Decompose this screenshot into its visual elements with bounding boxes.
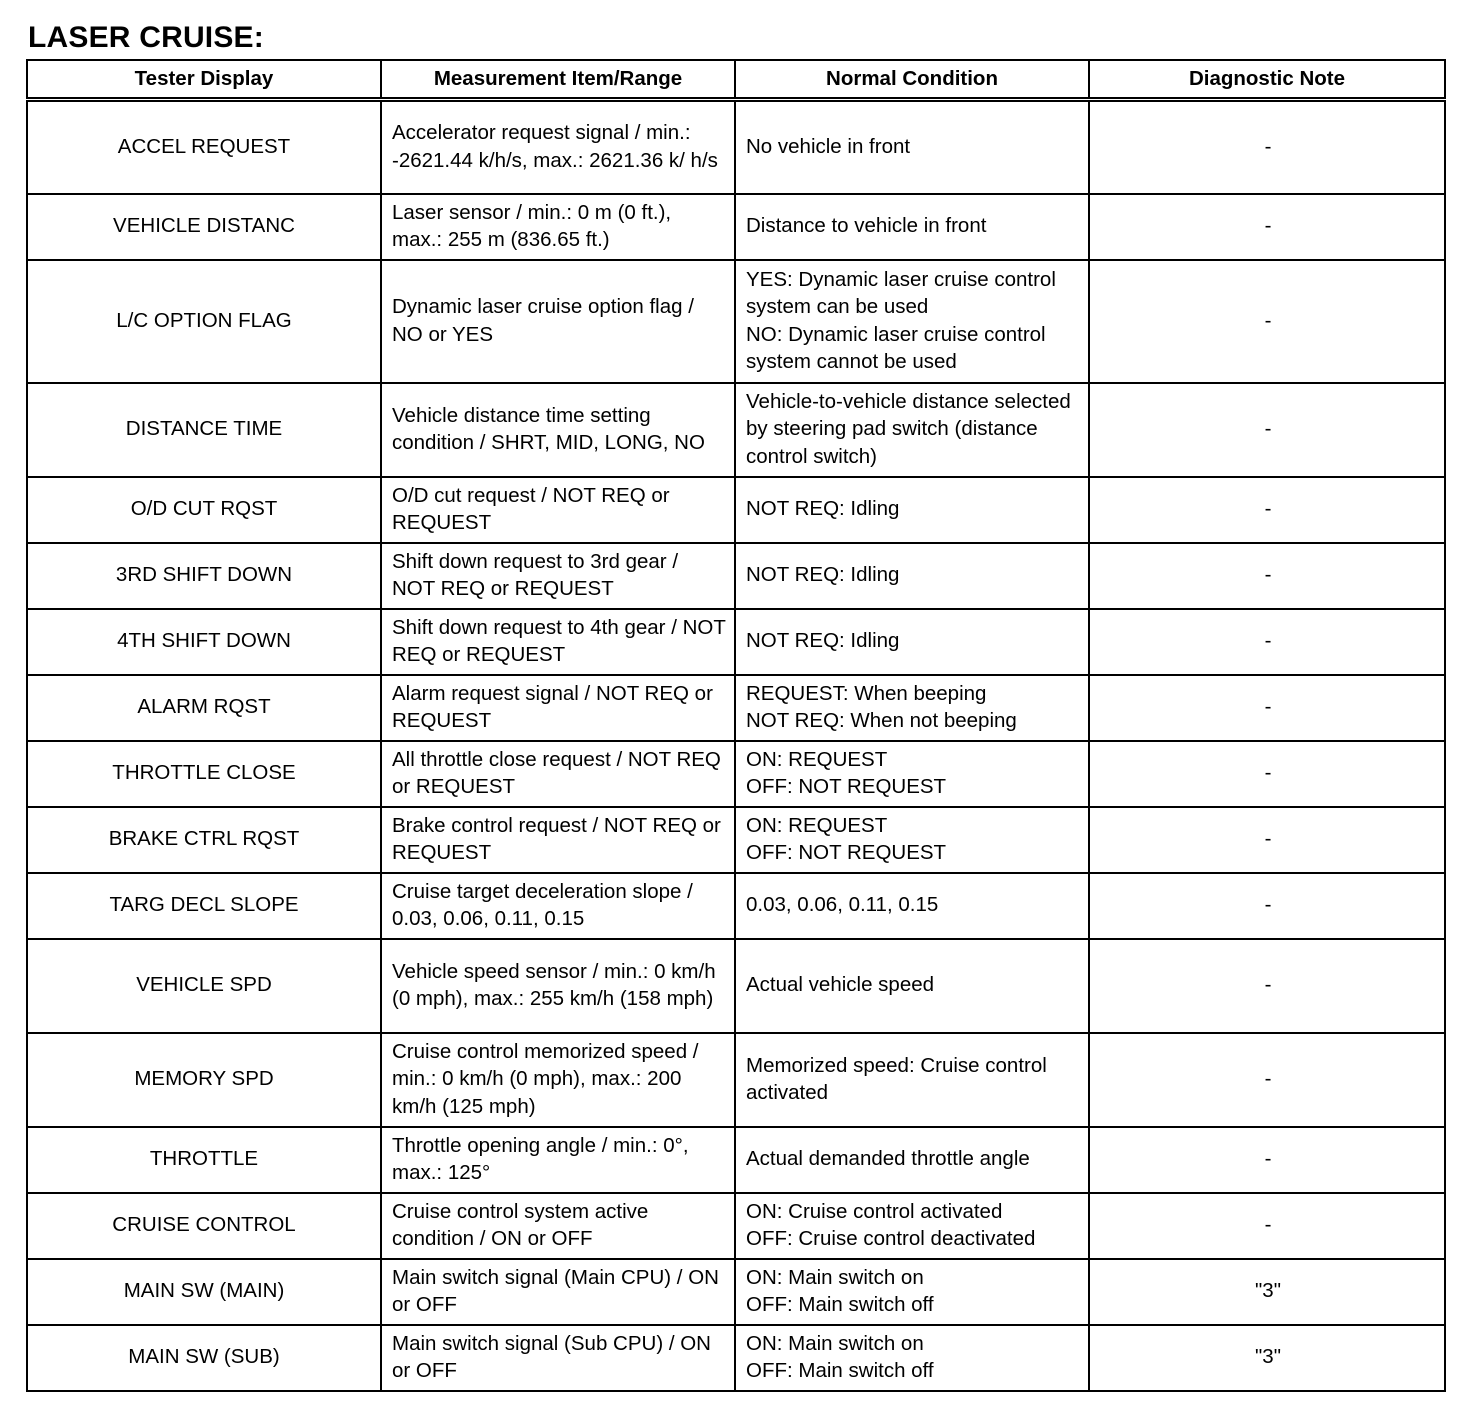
table-header-row [27,60,1445,100]
header-normal-condition: Normal Condition [735,60,1089,100]
cell-normal-condition: ON: REQUEST OFF: NOT REQUEST [735,741,1089,807]
table-row [27,1259,1445,1325]
cell-diagnostic-note: "3" [1089,1325,1445,1391]
cell-tester-display: O/D CUT RQST [27,477,381,543]
table-row [27,1033,1445,1127]
page-title: LASER CRUISE: [28,21,264,54]
cell-tester-display: VEHICLE SPD [27,939,381,1033]
cell-measurement-item: Throttle opening angle / min.: 0°, max.: 125° [381,1127,735,1193]
cell-diagnostic-note: - [1089,741,1445,807]
cell-measurement-item: Vehicle distance time setting condition / SHRT, MID, LONG, NO [381,383,735,477]
table-row [27,1325,1445,1391]
cell-diagnostic-note: - [1089,477,1445,543]
table-row [27,675,1445,741]
cell-diagnostic-note: - [1089,383,1445,477]
cell-tester-display: CRUISE CONTROL [27,1193,381,1259]
cell-normal-condition: No vehicle in front [735,100,1089,194]
cell-normal-condition: NOT REQ: Idling [735,477,1089,543]
cell-normal-condition: Distance to vehicle in front [735,194,1089,260]
cell-normal-condition: ON: Main switch on OFF: Main switch off [735,1259,1089,1325]
header-tester-display: Tester Display [27,60,381,100]
cell-diagnostic-note: - [1089,807,1445,873]
cell-diagnostic-note: - [1089,675,1445,741]
table-row [27,939,1445,1033]
cell-diagnostic-note: - [1089,100,1445,194]
cell-tester-display: 4TH SHIFT DOWN [27,609,381,675]
laser-cruise-table-container [26,59,1444,1392]
cell-diagnostic-note: - [1089,609,1445,675]
table-row [27,1127,1445,1193]
table-body [27,100,1445,1391]
cell-tester-display: ALARM RQST [27,675,381,741]
cell-measurement-item: O/D cut request / NOT REQ or REQUEST [381,477,735,543]
table-row [27,477,1445,543]
laser-cruise-table [26,59,1446,1392]
header-diagnostic-note: Diagnostic Note [1089,60,1445,100]
table-row [27,609,1445,675]
cell-tester-display: TARG DECL SLOPE [27,873,381,939]
cell-tester-display: DISTANCE TIME [27,383,381,477]
cell-diagnostic-note: - [1089,1127,1445,1193]
cell-normal-condition: ON: Main switch on OFF: Main switch off [735,1325,1089,1391]
cell-measurement-item: Laser sensor / min.: 0 m (0 ft.), max.: 255 m (836.65 ft.) [381,194,735,260]
cell-normal-condition: Actual vehicle speed [735,939,1089,1033]
cell-tester-display: MAIN SW (SUB) [27,1325,381,1391]
cell-tester-display: L/C OPTION FLAG [27,260,381,383]
table-row [27,1193,1445,1259]
cell-normal-condition: Vehicle-to-vehicle distance selected by steering pad switch (distance control switch) [735,383,1089,477]
cell-measurement-item: All throttle close request / NOT REQ or REQUEST [381,741,735,807]
cell-tester-display: THROTTLE [27,1127,381,1193]
cell-measurement-item: Dynamic laser cruise option flag / NO or YES [381,260,735,383]
cell-diagnostic-note: - [1089,939,1445,1033]
cell-normal-condition: NOT REQ: Idling [735,609,1089,675]
cell-measurement-item: Accelerator request signal / min.: -2621.44 k/h/s, max.: 2621.36 k/ h/s [381,100,735,194]
cell-measurement-item: Main switch signal (Sub CPU) / ON or OFF [381,1325,735,1391]
cell-normal-condition: Actual demanded throttle angle [735,1127,1089,1193]
cell-normal-condition: ON: Cruise control activated OFF: Cruise control deactivated [735,1193,1089,1259]
cell-tester-display: MEMORY SPD [27,1033,381,1127]
cell-measurement-item: Cruise control memorized speed / min.: 0 km/h (0 mph), max.: 200 km/h (125 mph) [381,1033,735,1127]
cell-measurement-item: Brake control request / NOT REQ or REQUEST [381,807,735,873]
cell-tester-display: VEHICLE DISTANC [27,194,381,260]
table-row [27,100,1445,194]
table-row [27,383,1445,477]
cell-diagnostic-note: - [1089,260,1445,383]
cell-diagnostic-note: "3" [1089,1259,1445,1325]
table-row [27,260,1445,383]
cell-tester-display: MAIN SW (MAIN) [27,1259,381,1325]
cell-measurement-item: Alarm request signal / NOT REQ or REQUEST [381,675,735,741]
cell-measurement-item: Main switch signal (Main CPU) / ON or OFF [381,1259,735,1325]
cell-measurement-item: Shift down request to 3rd gear / NOT REQ or REQUEST [381,543,735,609]
cell-normal-condition: REQUEST: When beeping NOT REQ: When not beeping [735,675,1089,741]
table-row [27,807,1445,873]
table-row [27,543,1445,609]
cell-normal-condition: Memorized speed: Cruise control activated [735,1033,1089,1127]
cell-diagnostic-note: - [1089,543,1445,609]
cell-diagnostic-note: - [1089,873,1445,939]
cell-normal-condition: 0.03, 0.06, 0.11, 0.15 [735,873,1089,939]
cell-diagnostic-note: - [1089,1033,1445,1127]
header-measurement-item: Measurement Item/Range [381,60,735,100]
cell-measurement-item: Cruise control system active condition / ON or OFF [381,1193,735,1259]
table-row [27,741,1445,807]
cell-tester-display: BRAKE CTRL RQST [27,807,381,873]
table-row [27,873,1445,939]
cell-measurement-item: Cruise target deceleration slope / 0.03, 0.06, 0.11, 0.15 [381,873,735,939]
table-row [27,194,1445,260]
cell-tester-display: THROTTLE CLOSE [27,741,381,807]
cell-measurement-item: Vehicle speed sensor / min.: 0 km/h (0 mph), max.: 255 km/h (158 mph) [381,939,735,1033]
cell-normal-condition: NOT REQ: Idling [735,543,1089,609]
cell-normal-condition: YES: Dynamic laser cruise control system can be used NO: Dynamic laser cruise control system cannot be used [735,260,1089,383]
cell-normal-condition: ON: REQUEST OFF: NOT REQUEST [735,807,1089,873]
cell-tester-display: 3RD SHIFT DOWN [27,543,381,609]
cell-diagnostic-note: - [1089,194,1445,260]
cell-tester-display: ACCEL REQUEST [27,100,381,194]
cell-diagnostic-note: - [1089,1193,1445,1259]
cell-measurement-item: Shift down request to 4th gear / NOT REQ or REQUEST [381,609,735,675]
